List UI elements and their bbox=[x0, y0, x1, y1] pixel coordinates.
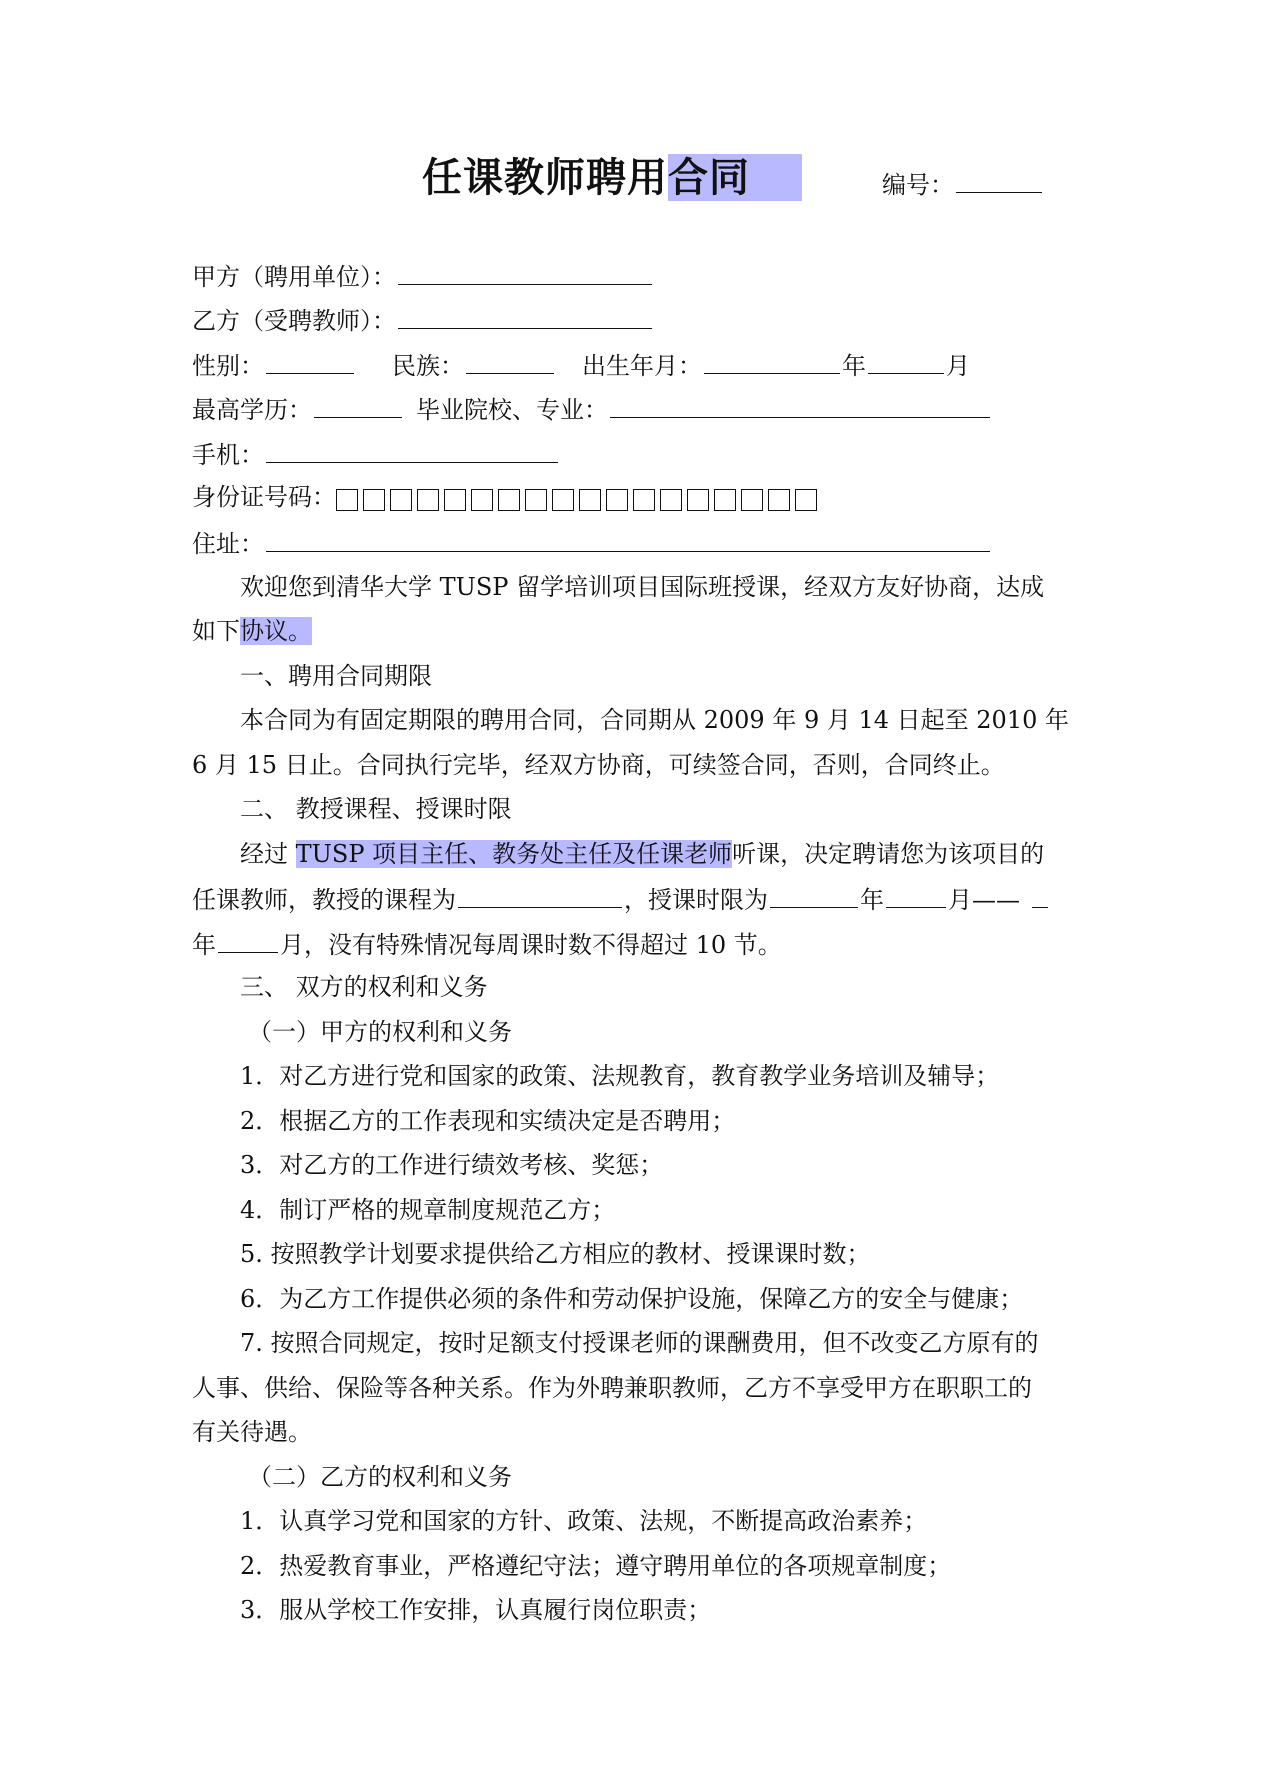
education-label: 最高学历： bbox=[192, 396, 312, 424]
phone-label: 手机： bbox=[192, 441, 264, 469]
id-digit-box[interactable] bbox=[606, 489, 628, 511]
education-line bbox=[192, 391, 992, 427]
party-b-rights-heading: （二）乙方的权利和义务 bbox=[248, 1463, 512, 1491]
school-blank[interactable] bbox=[610, 391, 990, 418]
list-item-continuation: 人事、供给、保险等各种关系。作为外聘兼职教师，乙方不享受甲方在职职工的 bbox=[192, 1374, 1032, 1402]
id-digit-box[interactable] bbox=[687, 489, 709, 511]
party-b-blank[interactable] bbox=[398, 302, 652, 329]
id-digit-box[interactable] bbox=[579, 489, 601, 511]
intro-line-2 bbox=[192, 614, 312, 648]
phone-blank[interactable] bbox=[266, 436, 558, 463]
title-row bbox=[0, 152, 1267, 204]
term-end-year-blank[interactable] bbox=[1032, 881, 1048, 908]
term-end-year-label: 年 bbox=[192, 931, 216, 959]
page-title bbox=[422, 152, 802, 204]
id-digit-box[interactable] bbox=[768, 489, 790, 511]
section-3-heading: 三、 双方的权利和义务 bbox=[240, 973, 488, 1001]
intro-highlight: 协议。 bbox=[240, 617, 312, 645]
id-digit-box[interactable] bbox=[417, 489, 439, 511]
term-label: ，授课时限为 bbox=[624, 886, 768, 914]
id-digit-box[interactable] bbox=[714, 489, 736, 511]
school-label: 毕业院校、专业： bbox=[416, 396, 608, 424]
id-digit-box[interactable] bbox=[471, 489, 493, 511]
section-2-line-2 bbox=[192, 881, 1050, 917]
list-item-continuation: 有关待遇。 bbox=[192, 1418, 312, 1446]
id-digit-box[interactable] bbox=[795, 489, 817, 511]
id-digit-box[interactable] bbox=[552, 489, 574, 511]
list-item: 1．对乙方进行党和国家的政策、法规教育，教育教学业务培训及辅导； bbox=[240, 1062, 1000, 1090]
personal-info-line bbox=[192, 347, 970, 383]
id-digit-box[interactable] bbox=[444, 489, 466, 511]
intro-line-1: 欢迎您到清华大学 TUSP 留学培训项目国际班授课，经双方友好协商，达成 bbox=[240, 573, 1045, 601]
section-2-line-1-pre: 经过 bbox=[240, 840, 296, 868]
party-a-label: 甲方（聘用单位）： bbox=[192, 263, 396, 291]
section-2-line-1 bbox=[240, 837, 1044, 871]
section-1-line-1: 本合同为有固定期限的聘用合同，合同期从 2009 年 9 月 14 日起至 2010 年 bbox=[240, 706, 1069, 734]
party-b-label: 乙方（受聘教师）： bbox=[192, 307, 396, 335]
title-highlight: 合同 bbox=[668, 154, 802, 201]
party-a-line bbox=[192, 258, 654, 294]
section-2-line-3-text: 月，没有特殊情况每周课时数不得超过 10 节。 bbox=[280, 931, 782, 959]
list-item: 6．为乙方工作提供必须的条件和劳动保护设施，保障乙方的安全与健康； bbox=[240, 1285, 1024, 1313]
birth-year-label: 年 bbox=[842, 352, 866, 380]
term-end-month-blank[interactable] bbox=[218, 926, 278, 953]
list-item: 5. 按照教学计划要求提供给乙方相应的教材、授课课时数； bbox=[240, 1240, 871, 1268]
party-b-line bbox=[192, 302, 654, 338]
section-2-line-3 bbox=[192, 926, 782, 962]
id-digit-box[interactable] bbox=[363, 489, 385, 511]
id-line bbox=[192, 480, 822, 516]
id-digit-box[interactable] bbox=[390, 489, 412, 511]
birth-label: 出生年月： bbox=[582, 352, 702, 380]
ethnicity-label: 民族： bbox=[392, 352, 464, 380]
list-item: 3．对乙方的工作进行绩效考核、奖惩； bbox=[240, 1151, 664, 1179]
list-item: 7. 按照合同规定，按时足额支付授课老师的课酬费用，但不改变乙方原有的 bbox=[240, 1329, 1039, 1357]
birth-month-blank[interactable] bbox=[868, 347, 944, 374]
id-digit-box[interactable] bbox=[633, 489, 655, 511]
ethnicity-blank[interactable] bbox=[466, 347, 554, 374]
birth-year-blank[interactable] bbox=[704, 347, 840, 374]
course-blank[interactable] bbox=[458, 881, 622, 908]
term-start-month-label: 月—— bbox=[948, 886, 1020, 914]
party-a-rights-heading: （一）甲方的权利和义务 bbox=[248, 1018, 512, 1046]
id-digit-box[interactable] bbox=[498, 489, 520, 511]
id-digit-box[interactable] bbox=[741, 489, 763, 511]
list-item: 4．制订严格的规章制度规范乙方； bbox=[240, 1196, 616, 1224]
intro-line-2-pre: 如下 bbox=[192, 617, 240, 645]
education-blank[interactable] bbox=[314, 391, 402, 418]
list-item: 3．服从学校工作安排，认真履行岗位职责； bbox=[240, 1596, 712, 1624]
address-label: 住址： bbox=[192, 530, 264, 558]
list-item: 2．热爱教育事业，严格遵纪守法；遵守聘用单位的各项规章制度； bbox=[240, 1552, 952, 1580]
id-digit-box[interactable] bbox=[525, 489, 547, 511]
address-blank[interactable] bbox=[266, 525, 990, 552]
section-2-heading: 二、 教授课程、授课时限 bbox=[240, 795, 512, 823]
number-blank[interactable] bbox=[956, 166, 1042, 193]
gender-blank[interactable] bbox=[266, 347, 354, 374]
number-label: 编号： bbox=[882, 171, 954, 199]
id-digit-box[interactable] bbox=[660, 489, 682, 511]
birth-month-label: 月 bbox=[946, 352, 970, 380]
party-a-blank[interactable] bbox=[398, 258, 652, 285]
list-item: 2．根据乙方的工作表现和实绩决定是否聘用； bbox=[240, 1107, 736, 1135]
title-main: 任课教师聘用 bbox=[422, 154, 668, 201]
phone-line bbox=[192, 436, 560, 472]
list-item: 1．认真学习党和国家的方针、政策、法规，不断提高政治素养； bbox=[240, 1507, 928, 1535]
section-2-highlight: TUSP 项目主任、教务处主任及任课老师 bbox=[295, 840, 733, 868]
id-digit-box[interactable] bbox=[336, 489, 358, 511]
term-start-year-label: 年 bbox=[860, 886, 884, 914]
gender-label: 性别： bbox=[192, 352, 264, 380]
section-2-line-1-post: 听课，决定聘请您为该项目的 bbox=[732, 840, 1045, 868]
id-number-boxes bbox=[336, 482, 822, 516]
term-start-month-blank[interactable] bbox=[886, 881, 946, 908]
section-1-line-2: 6 月 15 日止。合同执行完毕，经双方协商，可续签合同，否则，合同终止。 bbox=[192, 751, 1005, 779]
course-label: 任课教师，教授的课程为 bbox=[192, 886, 456, 914]
id-label: 身份证号码： bbox=[192, 483, 336, 511]
address-line bbox=[192, 525, 992, 561]
term-start-year-blank[interactable] bbox=[770, 881, 858, 908]
section-1-heading: 一、聘用合同期限 bbox=[240, 662, 432, 690]
contract-number bbox=[882, 166, 1044, 202]
